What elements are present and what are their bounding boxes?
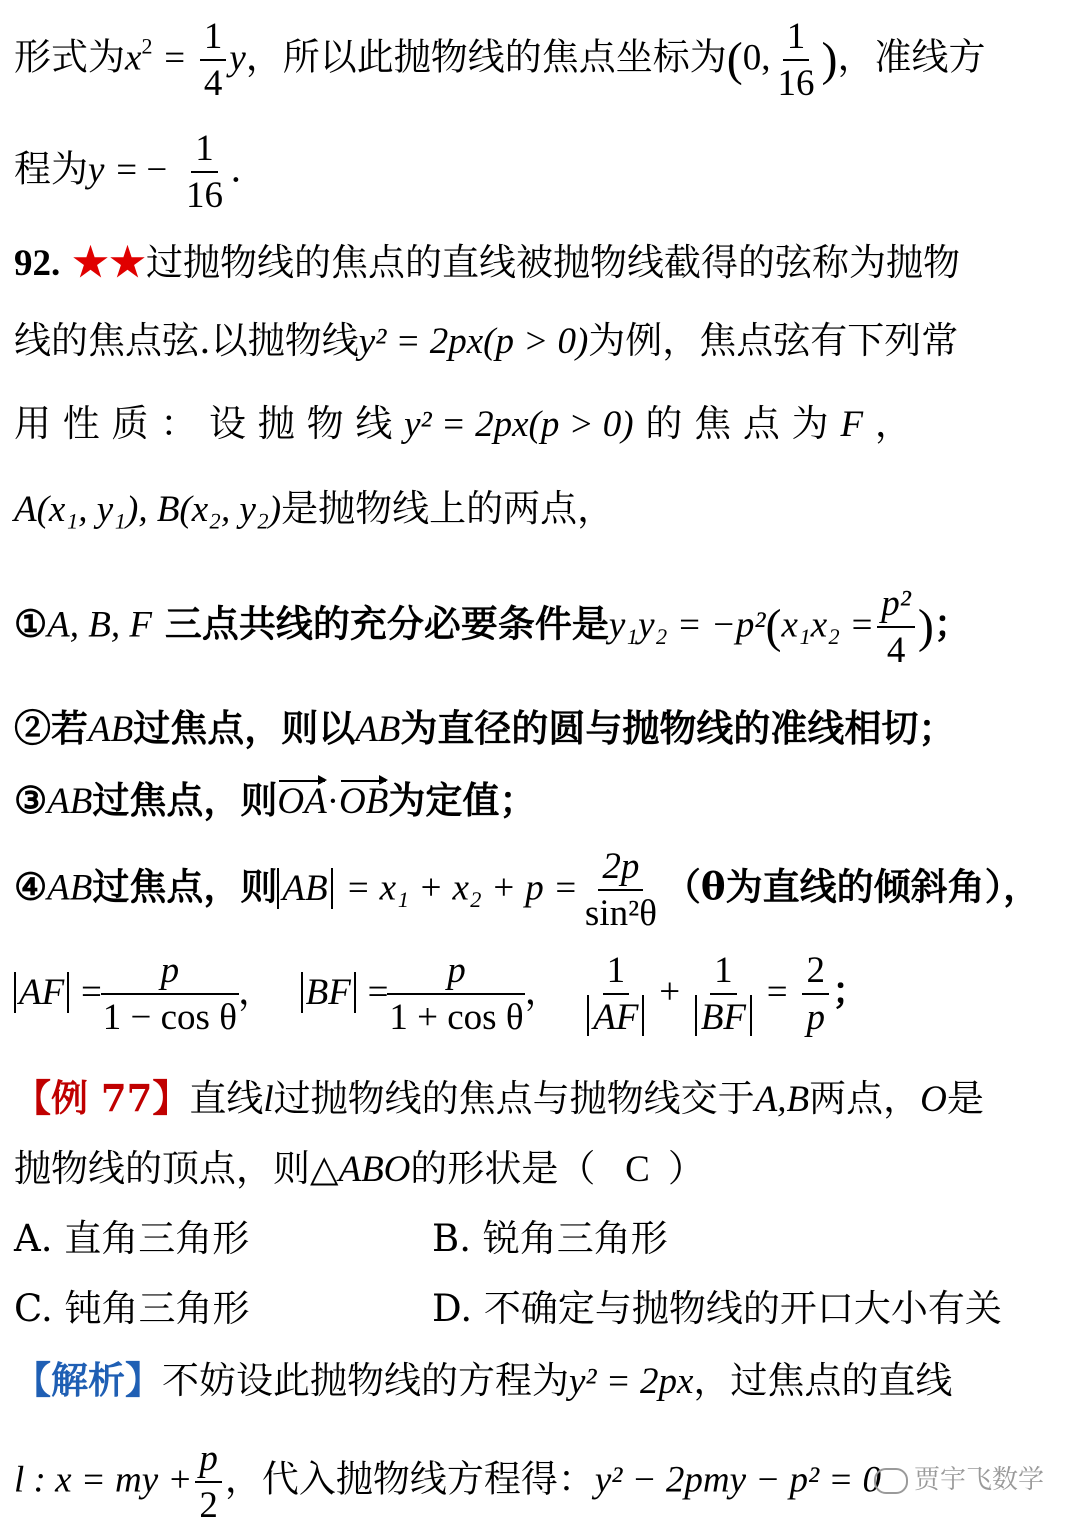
equals-minus: = − [116, 149, 168, 191]
text: （θ为直线的倾斜角）， [663, 864, 1041, 909]
text: 过焦点，则 [92, 778, 278, 822]
property-4 [14, 848, 1040, 932]
text: 准线方 [874, 35, 986, 79]
period: . [229, 147, 242, 191]
example-tag: 【例 77】 [14, 1076, 190, 1120]
difficulty-stars: ★★ [72, 241, 147, 284]
exponent: 2 [141, 33, 153, 59]
comma: ， [524, 969, 562, 1013]
example-77-line-2 [14, 1147, 705, 1190]
text: 过焦点，则 [92, 864, 278, 909]
text: 过抛物线的焦点的直线被抛物线截得的弦称为抛物 [146, 241, 961, 284]
paren: ( [726, 33, 743, 86]
text: 是 [946, 1077, 984, 1120]
text: 的 焦 点 为 [645, 402, 829, 445]
item-92-line-4 [14, 487, 615, 530]
text: 过抛物线的焦点与抛物线交于 [273, 1077, 755, 1120]
math-F: F [840, 404, 864, 445]
property-1 [14, 585, 971, 669]
item-92-line-2 [14, 319, 959, 362]
fraction-1-bf [695, 952, 752, 1036]
analysis-tag: 【解析】 [14, 1358, 162, 1402]
math-expression: y₁y₂ = −p² [608, 604, 766, 646]
denominator: 16 [185, 175, 223, 216]
property-4-formulas [14, 952, 869, 1036]
denominator: p [806, 997, 825, 1038]
circled-number: ③ [14, 778, 48, 822]
fraction-1-16 [182, 130, 227, 214]
denominator: 4 [203, 63, 223, 104]
text: 的形状是（ [410, 1147, 596, 1190]
numerator: p [101, 952, 239, 995]
semicolon: ； [933, 601, 971, 646]
property-3 [14, 778, 537, 822]
analysis-line-2 [14, 1440, 881, 1524]
fraction-1-16 [774, 18, 819, 102]
math-AB: AB [355, 709, 401, 750]
math-AB: AB [47, 781, 93, 822]
vector-OA: OA [277, 781, 327, 822]
denominator: sin²θ [584, 893, 657, 934]
item-number: 92. [14, 243, 61, 284]
denominator: BF [695, 995, 752, 1036]
math-equation: y² = 2px(p > 0) [404, 404, 634, 445]
example-77-line-1 [14, 1076, 984, 1120]
math-AB: AB [88, 709, 134, 750]
fraction-1-4 [200, 18, 227, 102]
math-equation: y² = 2px [569, 1361, 694, 1402]
text: 用 性 质 ： 设 抛 物 线 [14, 402, 393, 445]
option-b: B. 锐角三角形 [432, 1217, 668, 1260]
circled-number: ④ [14, 864, 48, 909]
math-y: y [229, 37, 246, 79]
equals: = [80, 971, 102, 1013]
paren: ( [765, 600, 782, 653]
math-zero: 0, [742, 37, 771, 79]
denominator: 1 + cos θ [389, 997, 524, 1038]
wechat-icon [874, 1468, 908, 1494]
plus: + [659, 971, 681, 1013]
math-O: O [920, 1079, 947, 1120]
fraction-2-p [802, 952, 829, 1036]
equals: = [766, 971, 788, 1013]
text: 不妨设此抛物线的方程为 [162, 1359, 569, 1402]
line-1 [14, 18, 986, 102]
math-expression: = x₁ + x₂ + p = [345, 867, 578, 909]
text: 是抛物线上的两点， [281, 487, 615, 530]
circled-number: ① [14, 601, 48, 646]
numerator: p [387, 952, 525, 995]
numerator: 1 [191, 130, 218, 173]
text: 程为 [14, 147, 88, 191]
denominator: 16 [777, 63, 815, 104]
denominator: 2 [199, 1485, 218, 1526]
math-expression: x₁x₂ = [781, 604, 875, 646]
equals: = [164, 37, 186, 79]
analysis-line-1 [14, 1358, 953, 1402]
abs-AB: AB [277, 868, 332, 909]
numerator: 1 [783, 18, 810, 61]
numerator: 1 [710, 952, 737, 995]
fraction-2p-sin [581, 848, 661, 932]
text: 形式为 [14, 35, 125, 79]
math-x: x [125, 37, 142, 79]
semicolon: ； [831, 968, 869, 1013]
text: 为例，焦点弦有下列常 [588, 319, 959, 362]
text: ②若 [14, 706, 88, 750]
math-l: l [263, 1079, 274, 1120]
numerator: p² [877, 585, 915, 628]
math-AB: A,B [754, 1079, 810, 1120]
fraction-bf [389, 950, 524, 1038]
comma: ， [237, 969, 275, 1013]
numerator: 1 [200, 18, 227, 61]
numerator: 1 [603, 952, 630, 995]
option-d: D. 不确定与抛物线的开口大小有关 [432, 1287, 1002, 1330]
equals: = [367, 971, 389, 1013]
line-2 [14, 130, 242, 214]
watermark [874, 1459, 1044, 1496]
dot-operator: · [326, 781, 340, 822]
item-92-line-3 [14, 402, 912, 445]
option-c: C. 钝角三角形 [14, 1287, 250, 1330]
text: ） [667, 1147, 705, 1190]
denominator: 1 − cos θ [102, 997, 237, 1038]
text: 为定值； [388, 778, 537, 822]
fraction-af [102, 950, 237, 1038]
math-points: A(x₁, y₁), B(x₂, y₂) [14, 489, 282, 530]
comma: ， [837, 35, 875, 79]
abs-AF: AF [14, 972, 69, 1013]
abs-BF: BF [301, 972, 356, 1013]
denominator: 4 [886, 630, 906, 671]
math-points: A, B, F [47, 604, 152, 646]
math-ABO: ABO [338, 1149, 411, 1190]
text: 线的焦点弦.以抛物线 [14, 319, 359, 362]
paren: ) [821, 33, 838, 86]
math-equation: y² = 2px(p > 0) [358, 321, 589, 362]
comma: ， [874, 402, 912, 445]
watermark-text: 贾宇飞数学 [913, 1465, 1044, 1495]
property-2 [14, 706, 956, 750]
text: 两点， [809, 1077, 921, 1120]
text: 所以此抛物线的焦点坐标为 [282, 35, 727, 79]
math-line-l: l : x = my + [14, 1459, 193, 1501]
numerator: p [195, 1440, 222, 1483]
math-AB: AB [47, 867, 93, 909]
paren: ) [917, 600, 934, 653]
numerator: 2 [802, 952, 829, 995]
answer: C [625, 1149, 650, 1190]
fraction-p2-4 [877, 585, 915, 669]
option-a: A. 直角三角形 [14, 1217, 250, 1260]
comma: ， [245, 35, 283, 79]
numerator: 2p [598, 848, 643, 891]
text: ，过焦点的直线 [693, 1359, 953, 1402]
math-equation: y² − 2pmy − p² = 0 [594, 1459, 882, 1501]
fraction-p-2 [195, 1440, 222, 1524]
math-y: y [88, 149, 105, 191]
text: 三点共线的充分必要条件是 [164, 601, 609, 646]
item-92-line-1 [14, 241, 961, 284]
text: 为直径的圆与抛物线的准线相切； [400, 706, 956, 750]
text: 直线 [189, 1077, 264, 1120]
denominator: AF [587, 995, 644, 1036]
text: 抛物线的顶点，则△ [14, 1147, 339, 1190]
fraction-1-af [587, 952, 644, 1036]
text: 过焦点，则以 [133, 706, 356, 750]
text: ，代入抛物线方程得： [224, 1457, 595, 1501]
vector-OB: OB [339, 781, 389, 822]
